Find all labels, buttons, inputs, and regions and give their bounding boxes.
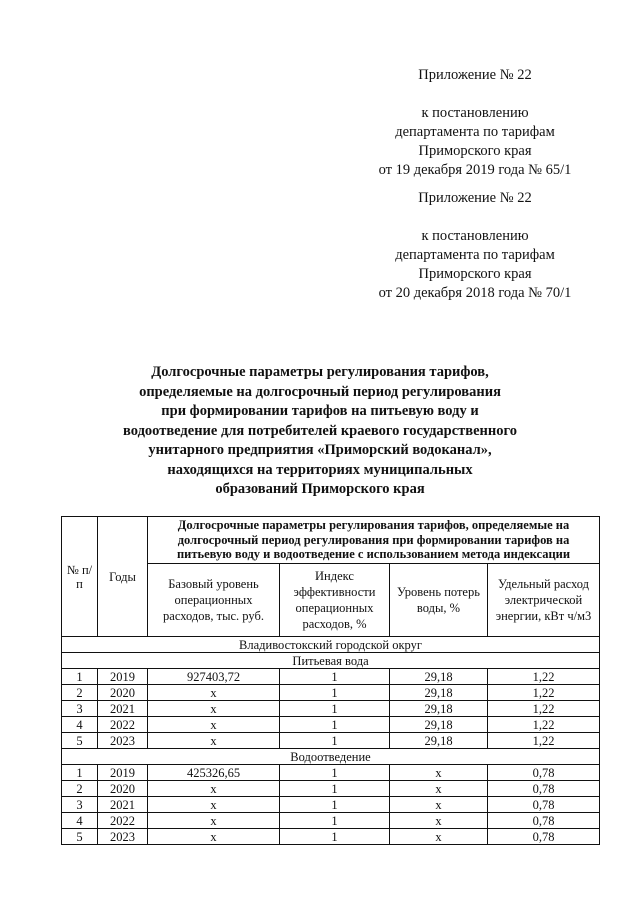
table-cell: 1,22 bbox=[488, 685, 600, 701]
table-row bbox=[62, 669, 600, 685]
table-cell: 1,22 bbox=[488, 733, 600, 749]
heading-line: образований Приморского края bbox=[215, 481, 425, 497]
table-cell: 3 bbox=[62, 701, 98, 717]
table-cell: 3 bbox=[62, 797, 98, 813]
table-row bbox=[62, 797, 600, 813]
table-cell: 1 bbox=[62, 669, 98, 685]
heading-line: определяемые на долгосрочный период регулирования bbox=[139, 383, 501, 400]
col-water-loss-header: Уровень потерь воды, % bbox=[390, 564, 488, 637]
table-cell: 29,18 bbox=[390, 717, 488, 733]
table-cell: 1 bbox=[280, 829, 390, 845]
table-cell: х bbox=[148, 781, 280, 797]
addendum-line: департамента по тарифам bbox=[395, 124, 555, 140]
table-cell: 1 bbox=[62, 765, 98, 781]
table-cell: х bbox=[390, 829, 488, 845]
table-row bbox=[62, 733, 600, 749]
table-cell: 0,78 bbox=[488, 829, 600, 845]
table-cell: х bbox=[390, 797, 488, 813]
section-row: Водоотведение bbox=[62, 749, 600, 765]
table-cell: 927403,72 bbox=[148, 669, 280, 685]
col-energy-header: Удельный расход электрической энергии, кВт ч/м3 bbox=[488, 564, 600, 637]
addendum-line: Приморского края bbox=[418, 266, 532, 282]
addendum-date: от 19 декабря 2019 года № 65/1 bbox=[378, 162, 572, 178]
heading-line: находящихся на территориях муниципальных bbox=[167, 461, 473, 478]
heading-line: унитарного предприятия «Приморский водоканал», bbox=[148, 442, 492, 458]
addendum-line: департамента по тарифам bbox=[395, 247, 555, 263]
table-cell: 2019 bbox=[98, 765, 148, 781]
addendum-block-1 bbox=[340, 66, 610, 180]
table-row bbox=[62, 701, 600, 717]
table-cell: х bbox=[148, 813, 280, 829]
addendum-date: от 20 декабря 2018 года № 70/1 bbox=[378, 285, 572, 301]
table-cell: 4 bbox=[62, 813, 98, 829]
addendum-line: к постановлению bbox=[421, 105, 529, 121]
table-row bbox=[62, 813, 600, 829]
tariff-parameters-table bbox=[61, 516, 600, 845]
addendum-line: к постановлению bbox=[421, 228, 529, 244]
table-cell: 2020 bbox=[98, 685, 148, 701]
table-cell: 29,18 bbox=[390, 733, 488, 749]
table-cell: 2021 bbox=[98, 701, 148, 717]
table-cell: 2021 bbox=[98, 797, 148, 813]
table-row bbox=[62, 717, 600, 733]
table-cell: 29,18 bbox=[390, 685, 488, 701]
col-efficiency-index-header: Индекс эффективности операционных расходов, % bbox=[280, 564, 390, 637]
addendum-block-2 bbox=[340, 189, 610, 303]
table-cell: 2023 bbox=[98, 829, 148, 845]
addendum-title: Приложение № 22 bbox=[418, 190, 532, 206]
table-cell: 2023 bbox=[98, 733, 148, 749]
region-row: Владивостокский городской округ bbox=[62, 637, 600, 653]
addendum-line: Приморского края bbox=[418, 143, 532, 159]
table-cell: 1 bbox=[280, 717, 390, 733]
table-cell: х bbox=[390, 765, 488, 781]
table-cell: 1 bbox=[280, 813, 390, 829]
table-row bbox=[62, 685, 600, 701]
table-cell: 5 bbox=[62, 829, 98, 845]
table-cell: 1 bbox=[280, 797, 390, 813]
table-cell: х bbox=[148, 829, 280, 845]
table-cell: 4 bbox=[62, 717, 98, 733]
table-cell: х bbox=[390, 781, 488, 797]
table-cell: 1 bbox=[280, 669, 390, 685]
table-cell: 1 bbox=[280, 765, 390, 781]
table-cell: 29,18 bbox=[390, 669, 488, 685]
table-cell: 1,22 bbox=[488, 669, 600, 685]
heading-line: при формировании тарифов на питьевую воду и bbox=[161, 403, 479, 419]
table-cell: 1 bbox=[280, 733, 390, 749]
table-cell: 0,78 bbox=[488, 781, 600, 797]
table-row bbox=[62, 829, 600, 845]
table-row bbox=[62, 765, 600, 781]
table-cell: х bbox=[148, 701, 280, 717]
table-cell: 2022 bbox=[98, 813, 148, 829]
table-cell: 0,78 bbox=[488, 765, 600, 781]
section-row: Питьевая вода bbox=[62, 653, 600, 669]
addendum-title: Приложение № 22 bbox=[418, 67, 532, 83]
table-cell: х bbox=[148, 797, 280, 813]
heading-line: Долгосрочные параметры регулирования тарифов, bbox=[151, 364, 489, 380]
table-cell: 5 bbox=[62, 733, 98, 749]
table-cell: 29,18 bbox=[390, 701, 488, 717]
document-heading bbox=[80, 363, 560, 500]
table-cell: х bbox=[148, 685, 280, 701]
table-cell: 2020 bbox=[98, 781, 148, 797]
table-cell: 1 bbox=[280, 781, 390, 797]
table-cell: 2 bbox=[62, 685, 98, 701]
table-cell: 1,22 bbox=[488, 717, 600, 733]
table-cell: 0,78 bbox=[488, 797, 600, 813]
table-cell: 425326,65 bbox=[148, 765, 280, 781]
table-row bbox=[62, 781, 600, 797]
table-cell: 1 bbox=[280, 701, 390, 717]
col-number-header: № п/п bbox=[62, 517, 98, 637]
col-year-header: Годы bbox=[98, 517, 148, 637]
table-cell: 2019 bbox=[98, 669, 148, 685]
table-cell: х bbox=[390, 813, 488, 829]
table-cell: 1 bbox=[280, 685, 390, 701]
table-cell: х bbox=[148, 733, 280, 749]
table-cell: х bbox=[148, 717, 280, 733]
table-cell: 2 bbox=[62, 781, 98, 797]
table-cell: 0,78 bbox=[488, 813, 600, 829]
group-header: Долгосрочные параметры регулирования тарифов, определяемые на долгосрочный период регулирования при формировании тарифов на питьевую воду и водоотведение с использованием метода индексации bbox=[148, 517, 600, 564]
col-base-opex-header: Базовый уровень операционных расходов, тыс. руб. bbox=[148, 564, 280, 637]
table-cell: 2022 bbox=[98, 717, 148, 733]
heading-line: водоотведение для потребителей краевого государственного bbox=[123, 422, 517, 439]
table-cell: 1,22 bbox=[488, 701, 600, 717]
